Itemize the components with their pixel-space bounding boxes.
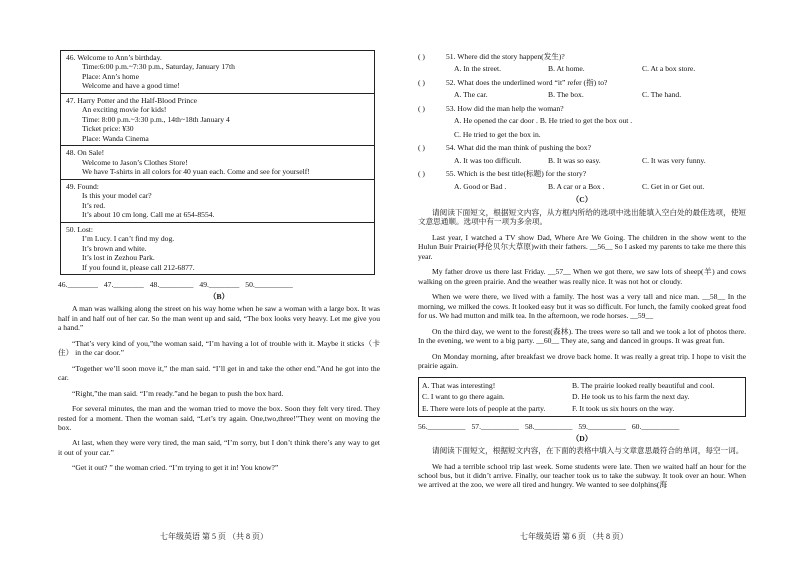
right-column xyxy=(418,52,746,496)
page-footer-6: 七年级英语 第 6 页 （共 8 页） xyxy=(520,532,628,541)
notice-heading: 48. On Sale! xyxy=(66,148,105,158)
notices-table xyxy=(60,50,375,275)
answer-parenthesis: ( ) xyxy=(418,103,425,113)
answer-blanks-46-50 xyxy=(58,280,380,289)
passage-paragraph: When we were there, we lived with a family. The host was a very tall and nice man. __58__ In the morning, we milked the cows. It looked easy but it was so difficult. For lunch, the family cooked great food for us. We had mutton and milk tea. In the afternoon, we rode horses. __59__ xyxy=(418,292,746,321)
question-options xyxy=(454,90,746,99)
choices-box xyxy=(418,377,746,417)
option: C. The hand. xyxy=(642,90,682,100)
choice-option: A. That was interesting! xyxy=(422,380,496,390)
question-stem: 55. Which is the best title(标题) for the story? xyxy=(446,169,587,179)
question-item xyxy=(418,169,746,178)
notice-line: It’s brown and white. xyxy=(82,243,147,253)
notice-line: Ticket price: ¥30 xyxy=(82,124,134,134)
question-stem: 52. What does the underlined word “it” refer (指) to? xyxy=(446,77,608,87)
section-d-heading: （D） xyxy=(571,433,593,443)
option: B. At home. xyxy=(548,64,585,74)
answer-blank: 59.__________ xyxy=(578,422,626,432)
choice-option: E. There were lots of people at the party. xyxy=(422,403,546,413)
notice-cell xyxy=(61,222,375,274)
notice-cell xyxy=(61,179,375,222)
answer-blank: 47.________ xyxy=(103,280,144,290)
choice-row xyxy=(419,380,747,391)
answer-blanks-56-60 xyxy=(418,422,746,431)
passage-paragraph: “Right,”the man said. “I’m ready.”and he began to push the box hard. xyxy=(72,388,284,398)
option: B. The box. xyxy=(548,90,584,100)
notice-line: Place: Ann’s home xyxy=(82,71,139,81)
notice-heading: 46. Welcome to Ann’s birthday. xyxy=(66,53,162,62)
passage-paragraph: “Get it out? ” the woman cried. “I’m trying to get it in! You know?” xyxy=(72,463,279,473)
section-d-instructions: 请阅读下面短文，根据短文内容，在下面的表格中填入与文章意思最符合的单词，每空一词。 xyxy=(432,446,744,456)
answer-blank: 56.__________ xyxy=(418,422,466,432)
notice-heading: 47. Harry Potter and the Half-Blood Prince xyxy=(66,95,197,105)
option: A. The car. xyxy=(454,90,488,100)
question-item xyxy=(418,143,746,152)
notice-line: Is this your model car? xyxy=(82,191,152,201)
notice-line: Welcome to Jason’s Clothes Store! xyxy=(82,157,188,167)
answer-parenthesis: ( ) xyxy=(418,143,425,153)
answer-blank: 46.________ xyxy=(58,280,98,290)
notice-line: It’s red. xyxy=(82,200,106,210)
notice-heading: 49. Found: xyxy=(66,181,99,191)
notice-line: An exciting movie for kids! xyxy=(82,105,167,115)
question-item xyxy=(418,104,746,113)
question-stem: 54. What did the man think of pushing the box? xyxy=(446,143,591,153)
option-line: A. He opened the car door . B. He tried to get the box out . xyxy=(454,116,633,126)
option: A. It was too difficult. xyxy=(454,155,522,165)
answer-blank: 49.________ xyxy=(199,280,240,290)
notice-line: Place: Wanda Cinema xyxy=(82,133,149,143)
choice-row xyxy=(419,391,747,402)
notice-row xyxy=(61,222,375,274)
option: C. At a box store. xyxy=(642,64,696,74)
question-options xyxy=(454,182,746,191)
question-item xyxy=(418,78,746,87)
left-column xyxy=(58,50,380,479)
notice-line: It’s lost in Zezhou Park. xyxy=(82,253,155,263)
answer-parenthesis: ( ) xyxy=(418,52,425,61)
notice-row xyxy=(61,51,375,94)
notice-row xyxy=(61,93,375,145)
passage-paragraph: My father drove us there last Friday. __57__ When we got there, we saw lots of sheep(羊) and cows walking on the green prairie. And the weather was really nice. It was not hot or cloudy. xyxy=(418,267,746,286)
answer-parenthesis: ( ) xyxy=(418,77,425,87)
section-c-heading: （C） xyxy=(571,195,593,205)
passage-paragraph: A man was walking along the street on his way home when he saw a woman with a large box. It was half in and half out of her car. So the man went up and said, “The box looks very heavy. Let me give you a hand.” xyxy=(58,304,380,333)
passage-b xyxy=(58,304,380,473)
option: A. In the street. xyxy=(454,64,502,74)
passage-d: We had a terrible school trip last week. Some students were late. Then we waited half an hour for the school bus, but it didn’t arrive. Finally, our teacher took us to take the subway. It took over an hour. When we arrived at the zoo, we were all tired and hungry. We wanted to see dolphins(海 xyxy=(418,461,746,490)
answer-blank: 57.__________ xyxy=(471,422,519,432)
notice-line: If you found it, please call 212-6877. xyxy=(82,262,195,272)
passage-paragraph: At last, when they were very tired, the man said, “I’m sorry, but I don’t think there’s any way to get it out of your car.” xyxy=(58,438,380,457)
option: B. A car or a Box . xyxy=(548,181,605,191)
question-item xyxy=(418,52,746,61)
option: B. It was so easy. xyxy=(548,155,601,165)
choice-option: D. He took us to his farm the next day. xyxy=(572,392,690,402)
notice-row xyxy=(61,179,375,222)
section-c-instructions: 请阅读下面短文，根据短文内容，从方框内所给的选项中选出能填入空白处的最佳选项，使短文意思通顺。选项中有一项为多余项。 xyxy=(418,207,746,227)
questions-51-55 xyxy=(418,52,746,191)
question-stem: 53. How did the man help the woman? xyxy=(446,103,564,113)
page-footer-5: 七年级英语 第 5 页 （共 8 页） xyxy=(160,532,268,541)
answer-parenthesis: ( ) xyxy=(418,169,425,179)
notice-cell xyxy=(61,146,375,179)
passage-paragraph: Last year, I watched a TV show Dad, Where Are We Going. The children in the show went to the Hulun Buir Prairie(呼伦贝尔大草原)with their fathers. __56__ So I asked my parents to take me there this year. xyxy=(418,232,746,261)
answer-blank: 48._________ xyxy=(149,280,194,290)
passage-paragraph: On Monday morning, after breakfast we drove back home. It was really a great trip. I hope to visit the prairie again. xyxy=(418,351,746,371)
notice-line: I’m Lucy. I can’t find my dog. xyxy=(82,234,175,244)
notice-line: Time:6:00 p.m.~7:30 p.m., Saturday, January 17th xyxy=(82,62,235,72)
notice-line: Welcome and have a good time! xyxy=(82,81,180,91)
passage-paragraph: “Together we’ll soon move it,” the man said. “I’ll get in and take the other end.”And he got into the car. xyxy=(58,363,380,383)
question-options xyxy=(454,156,746,165)
option-line: C. He tried to get the box in. xyxy=(454,129,541,139)
passage-paragraph: “That’s very kind of you,”the woman said, “I’m having a lot of trouble with it. Maybe it sticks（卡住） in the car door.” xyxy=(58,338,380,358)
section-b-heading: （B） xyxy=(208,291,230,301)
choice-option: C. I want to go there again. xyxy=(422,392,505,402)
choice-option: B. The prairie looked really beautiful and cool. xyxy=(572,380,715,390)
notice-cell xyxy=(61,51,375,94)
notice-cell xyxy=(61,93,375,145)
notice-line: We have T-shirts in all colors for 40 yuan each. Come and see for yourself! xyxy=(82,167,310,177)
option: A. Good or Bad . xyxy=(454,181,507,191)
passage-paragraph: For several minutes, the man and the woman tried to move the box. Soon they felt very tired. They rested for a moment. Then the woman said, “Let’s try again. One,two,three!”They went on moving the box. xyxy=(58,404,380,432)
option: C. It was very funny. xyxy=(642,155,706,165)
notice-line: It’s about 10 cm long. Call me at 654-8554. xyxy=(82,210,215,220)
passage-c xyxy=(418,233,746,371)
question-stem: 51. Where did the story happen(发生)? xyxy=(446,52,565,61)
notice-line: Time: 8:00 p.m.~3:30 p.m., 14th~18th January 4 xyxy=(82,114,230,124)
answer-blank: 60.__________ xyxy=(631,422,680,432)
passage-paragraph: On the third day, we went to the forest(森林). The trees were so tall and we took a lot of photos there. In the evening, we went to a big party. __60__ They ate, sang and danced in groups. It was great fun. xyxy=(418,326,746,346)
option: C. Get in or Get out. xyxy=(642,181,705,191)
answer-blank: 58.__________ xyxy=(524,422,573,432)
notice-heading: 50. Lost: xyxy=(66,224,94,234)
answer-blank: 50.__________ xyxy=(245,280,293,290)
choice-option: F. It took us six hours on the way. xyxy=(572,403,675,413)
question-options xyxy=(454,64,746,73)
choice-row xyxy=(419,403,747,414)
notice-row xyxy=(61,146,375,179)
